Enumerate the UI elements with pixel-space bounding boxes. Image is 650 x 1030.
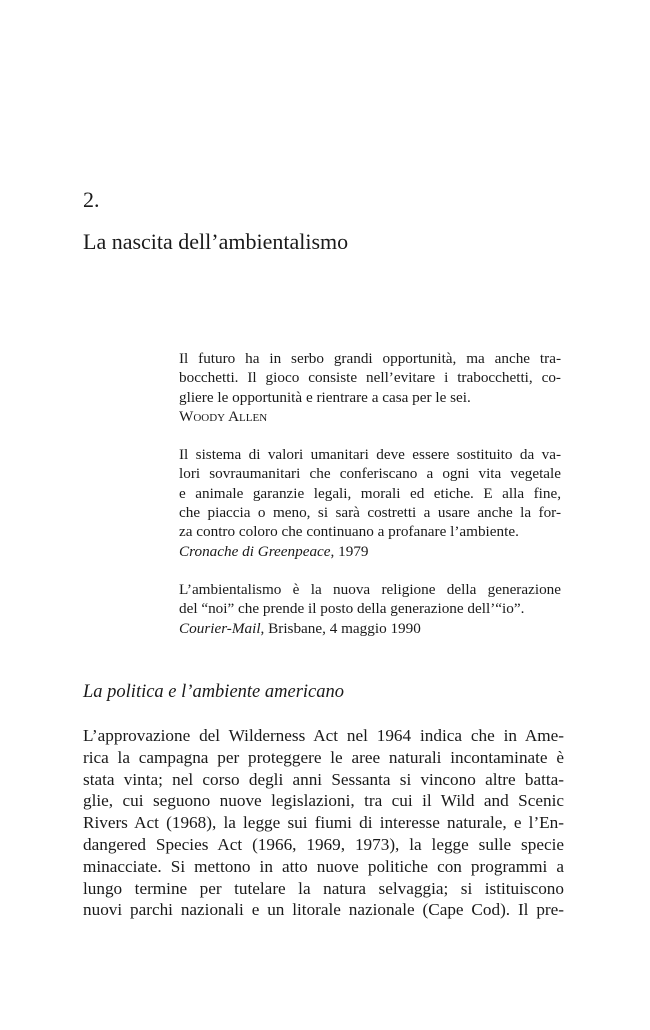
epigraph-line: che piaccia o meno, si sarà costretti a usare anche la for- xyxy=(179,504,561,522)
body-line: stata vinta; nel corso degli anni Sessanta si vincono altre batta- xyxy=(83,769,564,789)
epigraph-greenpeace xyxy=(179,445,561,561)
chapter-title: La nascita dell’ambientalismo xyxy=(83,229,349,254)
epigraph-line: del “noi” che prende il posto della generazione dell’“io”. xyxy=(179,600,525,618)
epigraph-line: gliere le opportunità e rientrare a casa per le sei. xyxy=(179,388,471,406)
epigraphs xyxy=(179,349,561,657)
body-line: glie, cui seguono nuove legislazioni, tra cui il Wild and Scenic xyxy=(83,791,564,811)
epigraph-source-detail: , Brisbane, 4 maggio 1990 xyxy=(260,619,421,637)
epigraph-line: Il sistema di valori umanitari deve essere sostituito da va- xyxy=(179,446,561,464)
body-line: dangered Species Act (1966, 1969, 1973), la legge sulle specie xyxy=(83,834,564,854)
epigraph-source-title: Courier-Mail xyxy=(179,619,261,637)
epigraph-courier-mail xyxy=(179,580,561,638)
epigraph-line: lori sovraumanitari che conferiscano a ogni vita vegetale xyxy=(179,465,561,483)
epigraph-line: e animale garanzie legali, morali ed etiche. E alla fine, xyxy=(179,484,561,502)
epigraph-line: Il futuro ha in serbo grandi opportunità, ma anche tra- xyxy=(179,350,561,367)
body-line: Rivers Act (1968), la legge sui fiumi di interesse naturale, e l’En- xyxy=(83,813,564,833)
section-heading: La politica e l’ambiente americano xyxy=(83,682,345,702)
epigraph-line: za contro coloro che continuano a profanare l’ambiente. xyxy=(179,523,519,541)
epigraph-source-detail: , 1979 xyxy=(330,542,369,560)
body-line: nuovi parchi nazionali e un litorale nazionale (Cape Cod). Il pre- xyxy=(83,900,564,920)
epigraph-source xyxy=(179,619,561,638)
body-line: lungo termine per tutelare la natura selvaggia; si istituiscono xyxy=(83,878,564,898)
epigraph-line: bocchetti. Il gioco consiste nell’evitare i trabocchetti, co- xyxy=(179,369,561,387)
body-line: minacciate. Si mettono in atto nuove politiche con programmi a xyxy=(83,856,564,876)
epigraph-woody-allen xyxy=(179,349,561,426)
epigraph-source xyxy=(179,542,561,561)
body-line: L’approvazione del Wilderness Act nel 1964 indica che in Ame- xyxy=(83,726,564,745)
epigraph-source-title: Cronache di Greenpeace xyxy=(179,542,331,560)
body-paragraph xyxy=(83,725,564,921)
epigraph-author: Woody Allen xyxy=(179,407,268,425)
epigraph-line: L’ambientalismo è la nuova religione della generazione xyxy=(179,580,561,598)
chapter-number: 2. xyxy=(83,187,100,212)
body-line: rica la campagna per proteggere le aree naturali incontaminate è xyxy=(83,747,564,767)
